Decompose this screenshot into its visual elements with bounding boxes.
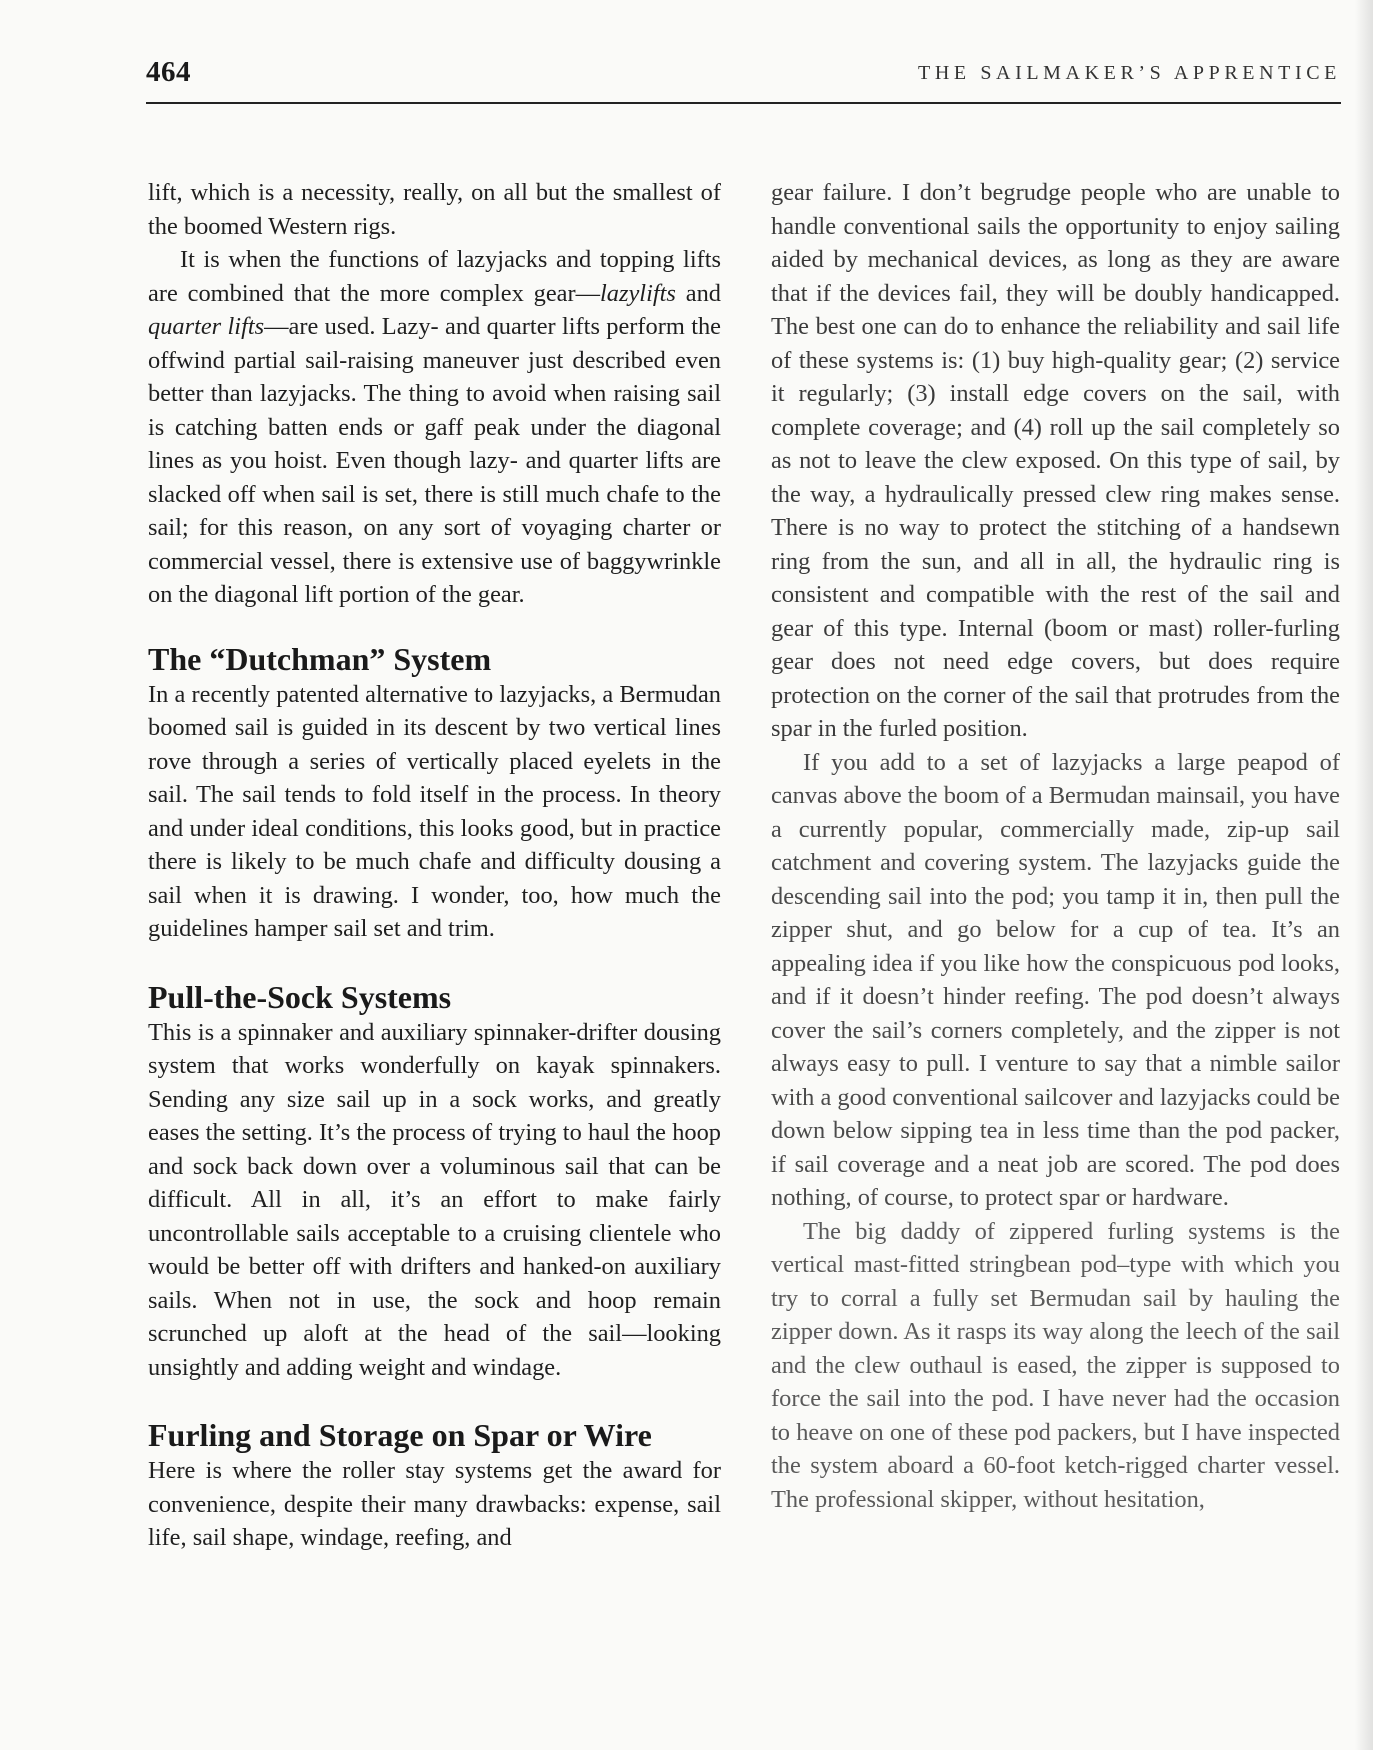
right-column: [771, 176, 1340, 1516]
paragraph: gear failure. I don’t begrudge people who are unable to handle conventional sails the opportunity to enjoy sailing aided by mechanical devices, as long as they are aware that if the devices fail, they will be doubly handicapped. The best one can do to enhance the reliability and sail life of these systems is: (1) buy high-quality gear; (2) service it regularly; (3) install edge covers on the sail, with complete coverage; and (4) roll up the sail completely so as not to leave the clew exposed. On this type of sail, by the way, a hydraulically pressed clew ring makes sense. There is no way to protect the stitching of a handsewn ring from the sun, and all in all, the hydraulic ring is consistent and compatible with the rest of the sail and gear of this type. Internal (boom or mast) roller-furling gear does not need edge covers, but does require protection on the corner of the sail that protrudes from the spar in the furled position.: [771, 179, 1340, 742]
paragraph-text: It is when the functions of lazyjacks and topping lifts are combined that the more complex gear—: [148, 246, 721, 307]
left-column: [148, 176, 721, 1555]
paragraph: This is a spinnaker and auxiliary spinnaker-drifter dousing system that works wonderfully on kayak spinnakers. Sending any size sail up in a sock works, and greatly eases the setting. It’s the process of trying to haul the hoop and sock back down over a voluminous sail that can be difficult. All in all, it’s an effort to make fairly uncontrollable sails acceptable to a cruising clientele who would be better off with drifters and hanked-on auxiliary sails. When not in use, the sock and hoop remain scrunched up aloft at the head of the sail—looking unsightly and adding weight and windage.: [148, 1018, 721, 1381]
paragraph: lift, which is a necessity, really, on all but the smallest of the boomed Western rigs.: [148, 179, 721, 240]
paragraph: The big daddy of zippered furling systems is the vertical mast-fitted stringbean pod–type with which you try to corral a fully set Bermudan sail by hauling the zipper down. As it rasps its way along the leech of the sail and the clew outhaul is eased, the zipper is supposed to force the sail into the pod. I have never had the occasion to heave on one of these pod packers, but I have inspected the system aboard a 60-foot ketch-rigged charter vessel. The professional skipper, without hesitation,: [771, 1217, 1340, 1513]
page-number: 464: [146, 56, 191, 88]
page-edge-shadow: [1355, 0, 1373, 1750]
term-quarter-lifts: quarter lifts: [148, 313, 265, 340]
paragraph-text: and: [675, 279, 721, 307]
term-lazylifts: lazylifts: [600, 279, 676, 307]
section-heading-pull-the-sock: Pull-the-Sock Systems: [148, 978, 452, 1015]
section-heading-dutchman: The “Dutchman” System: [148, 640, 492, 677]
page-header: [146, 56, 1341, 104]
paragraph: Here is where the roller stay systems get the award for convenience, despite their many drawbacks: expense, sail life, sail shape, windage, reefing, and: [148, 1457, 721, 1551]
paragraph: If you add to a set of lazyjacks a large peapod of canvas above the boom of a Bermudan mainsail, you have a currently popular, commercially made, zip-up sail catchment and covering system. The lazyjacks guide the descending sail into the pod; you tamp it in, then pull the zipper shut, and go below for a cup of tea. It’s an appealing idea if you like how the conspicuous pod looks, and if it doesn’t hinder reefing. The pod doesn’t always cover the sail’s corners completely, and the zipper is not always easy to pull. I venture to say that a nimble sailor with a good conventional sailcover and lazyjacks could be down below sipping tea in less time than the pod packer, if sail coverage and a neat job are scored. The pod does nothing, of course, to protect spar or hardware.: [771, 748, 1340, 1211]
paragraph-text: —are used. Lazy- and quarter lifts perform the offwind partial sail-raising maneuver just described even better than lazyjacks. The thing to avoid when raising sail is catching batten ends or gaff peak under the diagonal lines as you hoist. Even though lazy- and quarter lifts are slacked off when sail is set, there is still much chafe to the sail; for this reason, on any sort of voyaging charter or commercial vessel, there is extensive use of baggywrinkle on the diagonal lift portion of the gear.: [148, 313, 721, 608]
running-title: THE SAILMAKER’S APPRENTICE: [918, 62, 1341, 84]
paragraph: In a recently patented alternative to lazyjacks, a Bermudan boomed sail is guided in its descent by two vertical lines rove through a series of vertically placed eyelets in the sail. The sail tends to fold itself in the process. In theory and under ideal conditions, this looks good, but in practice there is likely to be much chafe and difficulty dousing a sail when it is drawing. I wonder, too, how much the guidelines hamper sail set and trim.: [148, 680, 721, 942]
paragraph: [148, 243, 721, 612]
section-heading-furling: Furling and Storage on Spar or Wire: [148, 1417, 652, 1453]
